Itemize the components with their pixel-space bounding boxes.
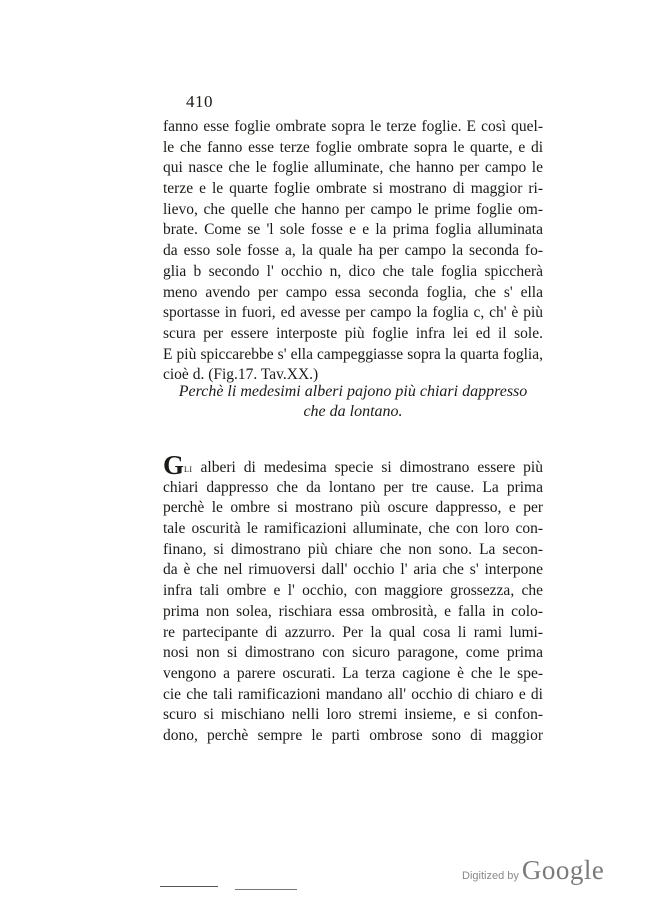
text-line: vengono a parere oscurati. La terza cagione è che le spe- [163,664,543,682]
section-heading [163,382,543,422]
text-line: fanno esse foglie ombrate sopra le terze foglie. E così quel- [163,118,543,135]
text-line: nosi non si dimostrano con sicuro paragone, come prima [163,644,543,662]
text-line: qui nasce che le foglie alluminate, che hanno per campo le [163,159,543,177]
text-line: cioè d. (Fig.17. Tav.XX.) [163,366,319,384]
text-line: lievo, che quelle che hanno per campo le prime foglie om- [163,200,543,218]
text-line: glia b secondo l' occhio n, dico che tale foglia spiccherà [163,262,543,280]
text-line: tale oscurità le ramificazioni alluminate, che con loro con- [163,520,543,538]
text-line: cie che tali ramificazioni mandano all' occhio di chiaro e di [163,685,543,703]
watermark-prefix: Digitized by [462,870,519,882]
text-line: dono, perchè sempre le parti ombrose sono di maggior [163,726,543,744]
text-line: da è che nel rimuoversi dall' occhio l' aria che s' interpone [163,561,543,579]
digitized-watermark [462,855,604,886]
text-line: sportasse in fuori, ed avesse per campo la foglia c, ch' è più [163,304,543,322]
drop-cap: G [163,450,185,480]
text-line: scuro si mischiano nelli loro stremi insieme, e si confon- [163,706,543,724]
heading-line: che da lontano. [303,403,403,420]
text-line: infra tali ombre e l' occhio, con maggiore grossezza, che [163,582,543,600]
text-line: perchè le ombre si mostrano più oscure dappresso, e per [163,499,543,517]
paragraph-2 [163,450,543,747]
footer-rule [160,886,218,887]
text-line: meno avendo per campo essa seconda foglia, che s' ella [163,283,543,301]
text-line: da esso sole fosse a, la quale ha per campo la seconda fo- [163,242,543,260]
text-line: chiari dappresso che da lontano per tre cause. La prima [163,478,543,496]
paragraph-1 [163,117,543,386]
footer-rule [235,889,297,890]
text-line: re partecipante di azzurro. Per la qual cosa li rami lumi- [163,623,543,641]
page-number: 410 [186,92,213,111]
google-logo: Google [521,855,605,885]
text-line-first [163,450,543,480]
text-line: terze e le quarte foglie ombrate si mostrano di maggior ri- [163,180,543,198]
first-line-rest: alberi di medesima specie si dimostrano essere più [192,459,543,476]
heading-line: Perchè li medesimi alberi pajono più chiari dappresso [178,383,528,400]
text-line: le che fanno esse terze foglie ombrate sopra le quarte, e di [163,138,543,156]
text-line: prima non solea, rischiara essa ombrosità, e falla in colo- [163,602,543,620]
text-line: brate. Come se 'l sole fosse e e la prima foglia alluminata [163,221,543,239]
text-line: E più spiccarebbe s' ella campeggiasse sopra la quarta foglia, [163,345,543,363]
text-line: scura per essere interposte più foglie infra lei ed il sole. [163,324,543,342]
drop-cap-rest: li [184,461,193,475]
text-line: finano, si dimostrano più chiare che non sono. La secon- [163,540,543,558]
